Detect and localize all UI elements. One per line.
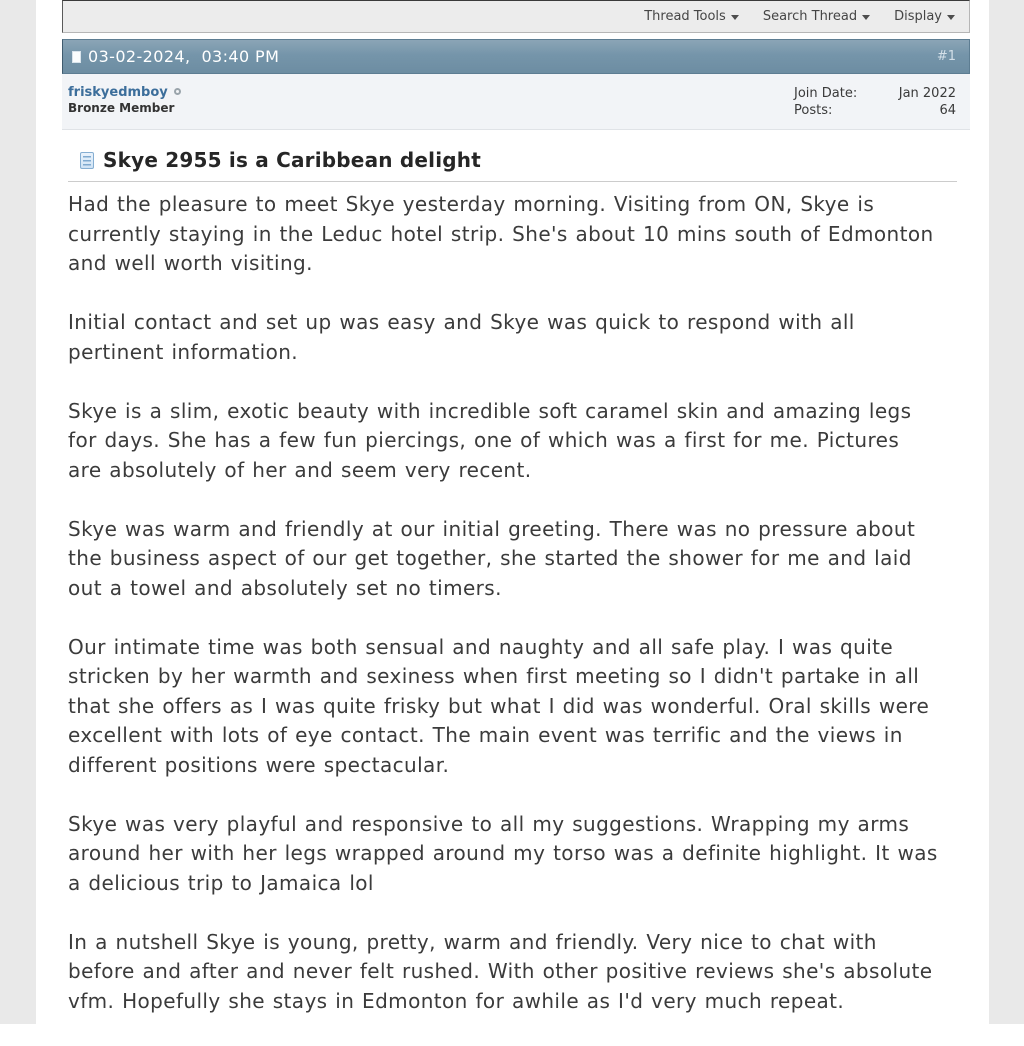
post-paragraph: Our intimate time was both sensual and naughty and all safe play. I was quite stricken by her warmth and sexiness when first meeting so I didn't partake in all that she offers as I was quite frisky but what I did was wonderful. Oral skills were excellent with lots of eye contact. The main event was terrific and the views in different positions were spectacular. bbox=[68, 634, 930, 777]
post-date: 03-02-2024, 03:40 PM bbox=[88, 47, 280, 66]
thread-content bbox=[62, 0, 970, 1046]
thread-toolbar bbox=[62, 0, 970, 33]
post-text bbox=[68, 190, 957, 1016]
page-margin-right bbox=[989, 0, 1024, 1024]
page-margin-left bbox=[0, 0, 36, 1024]
post-paragraph: Initial contact and set up was easy and Skye was quick to respond with all pertinent information. bbox=[68, 310, 855, 364]
posts-label: Posts: bbox=[794, 103, 833, 118]
chevron-down-icon bbox=[947, 15, 955, 20]
post-paragraph: In a nutshell Skye is young, pretty, warm and friendly. Very nice to chat with before and after and never felt rushed. With other positive reviews she's absolute vfm. Hopefully she stays in Edmonton for awhile as I'd very much repeat. bbox=[68, 929, 933, 1013]
username-link[interactable]: friskyedmboy bbox=[68, 85, 168, 100]
post-paragraph: Skye is a slim, exotic beauty with incredible soft caramel skin and amazing legs for days. She has a few fun piercings, one of which was a first for me. Pictures are absolutely of her and seem very recent. bbox=[68, 398, 912, 482]
chevron-down-icon bbox=[731, 15, 739, 20]
post-paragraph: Skye was very playful and responsive to all my suggestions. Wrapping my arms around her with her legs wrapped around my torso was a definite highlight. It was a delicious trip to Jamaica lol bbox=[68, 811, 938, 895]
post-header-bar bbox=[62, 39, 970, 74]
search-thread-label: Search Thread bbox=[762, 9, 858, 24]
post-paragraph: Had the pleasure to meet Skye yesterday morning. Visiting from ON, Skye is currently staying in the Leduc hotel strip. She's about 10 mins south of Edmonton and well worth visiting. bbox=[68, 192, 934, 275]
join-date-label: Join Date: bbox=[794, 86, 858, 101]
thread-tools-label: Thread Tools bbox=[644, 9, 726, 24]
search-thread-menu[interactable] bbox=[763, 9, 870, 24]
post-title-row bbox=[80, 148, 957, 172]
join-date-row bbox=[794, 85, 956, 102]
display-label: Display bbox=[894, 9, 942, 24]
posts-row bbox=[794, 102, 956, 119]
chevron-down-icon bbox=[862, 15, 870, 20]
unread-post-icon bbox=[72, 51, 81, 63]
title-divider bbox=[68, 181, 957, 182]
user-info bbox=[68, 85, 181, 115]
thread-tools-menu[interactable] bbox=[644, 9, 739, 24]
post-title: Skye 2955 is a Caribbean delight bbox=[103, 148, 481, 172]
post-number-link[interactable]: #1 bbox=[936, 49, 956, 64]
post-user-row bbox=[62, 74, 970, 130]
posts-value: 64 bbox=[939, 103, 956, 118]
post-body-area bbox=[62, 148, 970, 1016]
online-status-icon bbox=[174, 88, 181, 95]
post-paragraph: Skye was warm and friendly at our initial greeting. There was no pressure about the business aspect of our get together, she started the shower for me and laid out a towel and absolutely set no timers. bbox=[68, 516, 916, 600]
document-icon bbox=[80, 152, 94, 169]
display-menu[interactable] bbox=[894, 9, 955, 24]
join-date-value: Jan 2022 bbox=[898, 86, 956, 101]
user-rank: Bronze Member bbox=[68, 101, 175, 115]
user-stats bbox=[794, 85, 956, 119]
